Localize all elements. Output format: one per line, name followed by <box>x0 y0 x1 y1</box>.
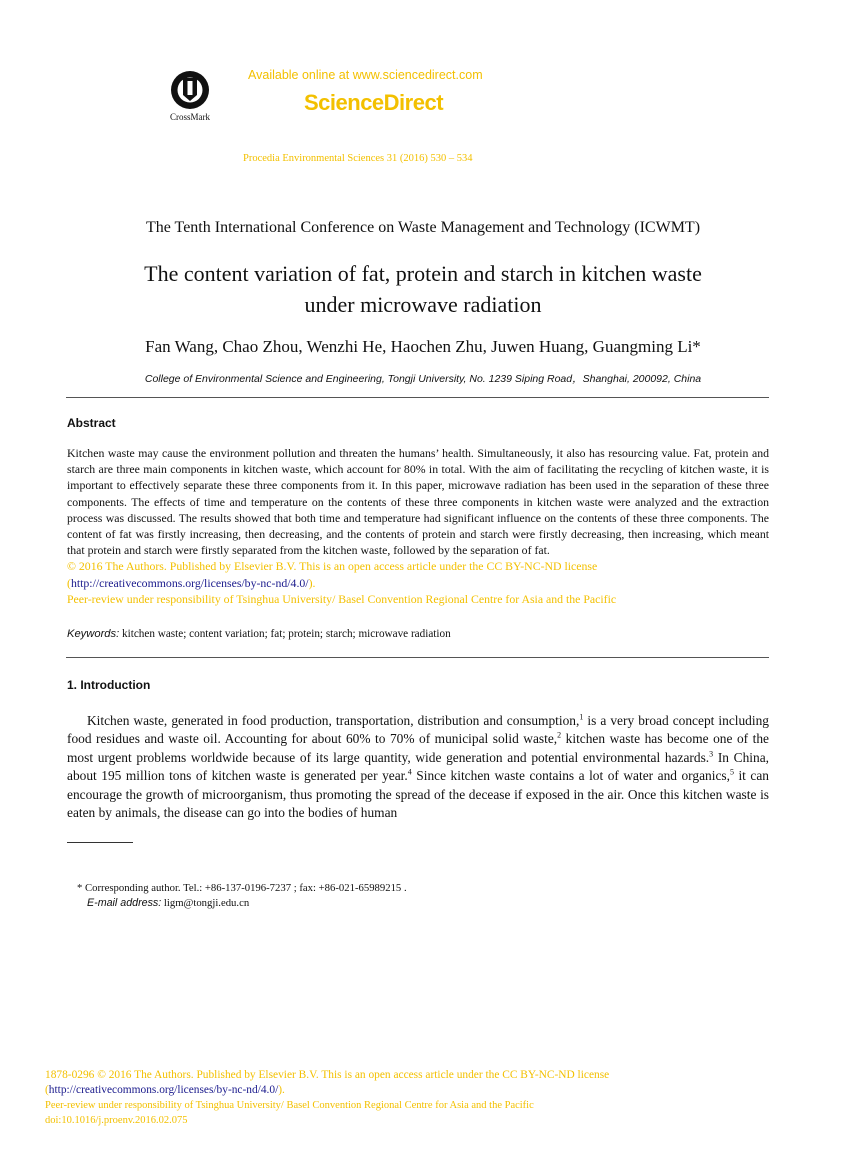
abstract-heading: Abstract <box>67 416 116 430</box>
citation-ref[interactable]: 3 <box>709 749 714 759</box>
crossmark-logo-icon <box>170 70 210 110</box>
email-line <box>77 896 407 911</box>
peer-review-statement: Peer-review under responsibility of Tsinghua University/ Basel Convention Regional Centre for Asia and the Pacific <box>67 591 617 606</box>
copyright-footer <box>45 1068 609 1128</box>
keywords-label: Keywords: <box>67 628 120 640</box>
citation-ref[interactable]: 2 <box>557 730 562 740</box>
email-address[interactable]: ligm@tongji.edu.cn <box>161 897 250 909</box>
divider-bottom <box>66 657 769 658</box>
issn-copyright-line: 1878-0296 © 2016 The Authors. Published by Elsevier B.V. This is an open access article under the CC BY-NC-ND license <box>45 1069 610 1081</box>
keywords-list: kitchen waste; content variation; fat; protein; starch; microwave radiation <box>119 628 451 640</box>
intro-text-b: is a very broad concept including food residues and waste oil. Accounting for about 60% to 70% of municipal solid waste, <box>67 713 769 747</box>
available-online-link[interactable]: Available online at www.sciencedirect.com <box>248 68 483 82</box>
intro-text-a: Kitchen waste, generated in food production, transportation, distribution and consumption, <box>87 713 580 728</box>
footer-license-line <box>45 1083 609 1098</box>
sciencedirect-logo[interactable]: ScienceDirect <box>304 90 444 115</box>
intro-text-e: Since kitchen waste contains a lot of water and organics, <box>411 768 730 784</box>
license-close-paren: ). <box>308 575 316 590</box>
divider-top <box>66 397 769 398</box>
crossmark-badge[interactable] <box>160 70 220 122</box>
license-open-paren: ( <box>67 575 71 590</box>
license-statement: © 2016 The Authors. Published by Elsevier B.V. This is an open access article under the CC BY-NC-ND license <box>67 559 598 574</box>
citation-ref[interactable]: 1 <box>579 712 584 722</box>
crossmark-label: CrossMark <box>170 112 210 122</box>
paper-title-line-2: under microwave radiation <box>304 292 542 317</box>
paper-title <box>0 258 846 320</box>
doi[interactable]: doi:10.1016/j.proenv.2016.02.075 <box>45 1115 188 1126</box>
keywords-line <box>67 628 451 640</box>
intro-text-f: it can encourage the growth of microorganism, thus promoting the spread of the decease if exposed in the air. Once this kitchen waste is eaten by animals, the disease can go into the bodies of human <box>67 768 770 821</box>
intro-text-d: In China, about 195 million tons of kitchen waste is generated per year. <box>67 749 770 784</box>
citation-ref[interactable]: 4 <box>407 767 412 777</box>
license-url-line <box>67 575 769 591</box>
journal-citation: Procedia Environmental Sciences 31 (2016) 530 – 534 <box>243 153 473 164</box>
affiliation: College of Environmental Science and Engineering, Tongji University, No. 1239 Siping Road，Shanghai, 200092, China <box>144 373 702 385</box>
abstract-block <box>67 445 769 607</box>
footer-license-link[interactable]: http://creativecommons.org/licenses/by-nc-nd/4.0/ <box>48 1084 279 1096</box>
author-list: Fan Wang, Chao Zhou, Wenzhi He, Haochen Zhu, Juwen Huang, Guangming Li* <box>145 337 701 356</box>
introduction-heading: 1. Introduction <box>67 678 151 692</box>
corresponding-author-note: * Corresponding author. Tel.: +86-137-0196-7237 ; fax: +86-021-65989215 . <box>77 882 407 894</box>
footnote-divider <box>67 842 133 843</box>
footnote-block <box>77 881 407 911</box>
conference-name: The Tenth International Conference on Waste Management and Technology (ICWMT) <box>145 219 701 236</box>
citation-ref[interactable]: 5 <box>729 767 734 777</box>
email-label: E-mail address: <box>87 897 162 909</box>
footer-peer-review: Peer-review under responsibility of Tsinghua University/ Basel Convention Regional Centre for Asia and the Pacific <box>45 1100 534 1111</box>
paper-title-line-1: The content variation of fat, protein and starch in kitchen waste <box>144 261 702 286</box>
license-link[interactable]: http://creativecommons.org/licenses/by-nc-nd/4.0/ <box>70 575 309 590</box>
abstract-body: Kitchen waste may cause the environment pollution and threaten the humans’ health. Simultaneously, it also has resourcing value. Fat, protein and starch are three main components in kitchen waste, which account for 80% in total. With the aim of facilitating the recycling of kitchen waste, it is important to effectively separate these three components from it. In this paper, microwave radiation has been used in the separation of these three components. The effects of time and temperature on the contents of these three components in kitchen waste were analyzed and the extraction process was discussed. The results showed that both time and temperature had significant influence on the contents of these three components. The content of fat was firstly increasing, then decreasing, and the contents of protein and starch were firstly decreasing, then increasing, which meant that protein and starch were firstly separated from the kitchen waste, followed by the separation of fat. <box>67 446 769 558</box>
footer-close-paren: ). <box>278 1084 285 1096</box>
footer-open-paren: ( <box>45 1084 49 1096</box>
introduction-paragraph <box>67 712 769 822</box>
intro-text-c: kitchen waste has become one of the most urgent problems worldwide because of its large quantity, wide generation and potential environmental hazards. <box>67 731 769 765</box>
